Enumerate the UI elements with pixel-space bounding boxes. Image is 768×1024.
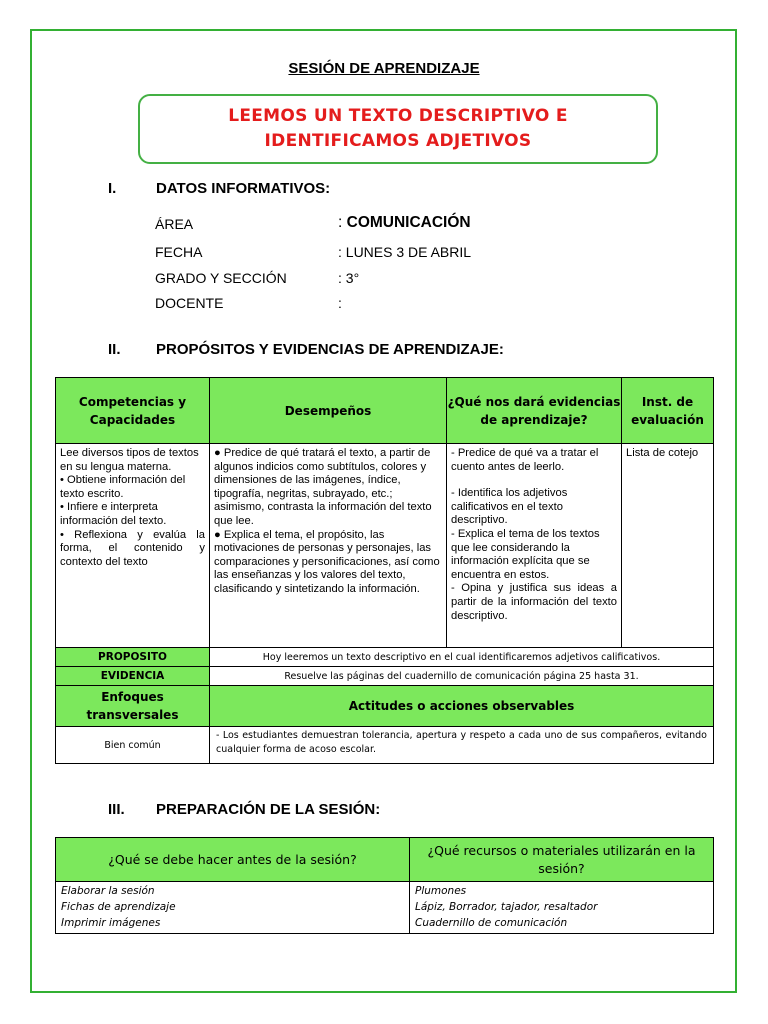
lesson-title-box [138,94,658,164]
lesson-title-line-1: LEEMOS UN TEXTO DESCRIPTIVO E [228,106,568,126]
evidencias-cell: - Predice de qué va a tratar el cuento antes de leerlo. - Identifica los adjetivos calificativos en el texto descriptivo. - Explica el tema de los textos que lee considerando la información explícita que se encuentra en estos. - Opina y justifica sus ideas a partir de la información del texto descriptivo. [447,444,622,648]
section-title: PROPÓSITOS Y EVIDENCIAS DE APRENDIZAJE: [156,341,504,358]
lesson-title-line-2: IDENTIFICAMOS ADJETIVOS [264,131,532,151]
desempenos-cell: ● Predice de qué tratará el texto, a partir de algunos indicios como subtítulos, colores y dimensiones de las imágenes, índice, tipografía, negritas, subrayado, etc.; asimismo, contrasta la información del texto que lee. ● Explica el tema, el propósito, las motivaciones de personas y personajes, las comparaciones y personificaciones, así como las enseñanzas y los valores del texto, clasificando y sintetizando la información. [210,444,447,648]
info-value-docente: : [338,295,342,311]
list-item: Elaborar la sesión [61,885,155,897]
info-value-fecha: : LUNES 3 DE ABRIL [338,244,472,260]
info-label-area: ÁREA [155,216,194,232]
list-item: Fichas de aprendizaje [61,901,176,913]
antes-list [56,882,410,934]
purposes-table [55,377,714,764]
section-title: PREPARACIÓN DE LA SESIÓN: [156,801,381,818]
actitud-value: - Los estudiantes demuestran tolerancia, apertura y respeto a cada uno de sus compañeros, evitando cualquier forma de acoso escolar. [210,727,714,764]
section-number: III. [108,801,125,818]
list-item: Lápiz, Borrador, tajador, resaltador [415,901,598,913]
document-title: SESIÓN DE APRENDIZAJE [288,60,480,77]
competencias-cell: Lee diversos tipos de textos en su lengua materna. • Obtiene información del texto escrito. • Infiere e interpreta información del texto. • Reflexiona y evalúa la forma, el contenido y contexto del texto [56,444,210,648]
info-label-docente: DOCENTE [155,295,224,311]
header-instrumento: Inst. de evaluación [622,378,714,444]
list-item: Cuadernillo de comunicación [415,917,568,929]
section-title: DATOS INFORMATIVOS: [156,180,331,197]
proposito-text: Hoy leeremos un texto descriptivo en el cual identificaremos adjetivos calificativos. [210,648,714,667]
actitudes-label: Actitudes o acciones observables [210,686,714,727]
preparation-table [55,837,714,934]
enfoques-label: Enfoques transversales [56,686,210,727]
recursos-list [410,882,714,934]
section-number: I. [108,180,117,197]
list-item: Imprimir imágenes [61,917,161,929]
evidencia-text: Resuelve las páginas del cuadernillo de comunicación página 25 hasta 31. [210,667,714,686]
header-antes: ¿Qué se debe hacer antes de la sesión? [56,838,410,882]
evidencia-label: EVIDENCIA [56,667,210,686]
section-number: II. [108,341,121,358]
list-item: Plumones [415,885,467,897]
info-label-fecha: FECHA [155,244,203,260]
header-competencias: Competencias y Capacidades [56,378,210,444]
instrumento-cell: Lista de cotejo [622,444,714,648]
header-desempenos: Desempeños [210,378,447,444]
info-value-grado: : 3° [338,270,360,286]
header-recursos: ¿Qué recursos o materiales utilizarán en la sesión? [410,838,714,882]
info-value-area: : COMUNICACIÓN [338,214,471,231]
header-evidencias: ¿Qué nos dará evidencias de aprendizaje? [447,378,622,444]
info-label-grado: GRADO Y SECCIÓN [155,270,287,286]
proposito-label: PROPOSITO [56,648,210,667]
enfoque-value: Bien común [56,727,210,764]
